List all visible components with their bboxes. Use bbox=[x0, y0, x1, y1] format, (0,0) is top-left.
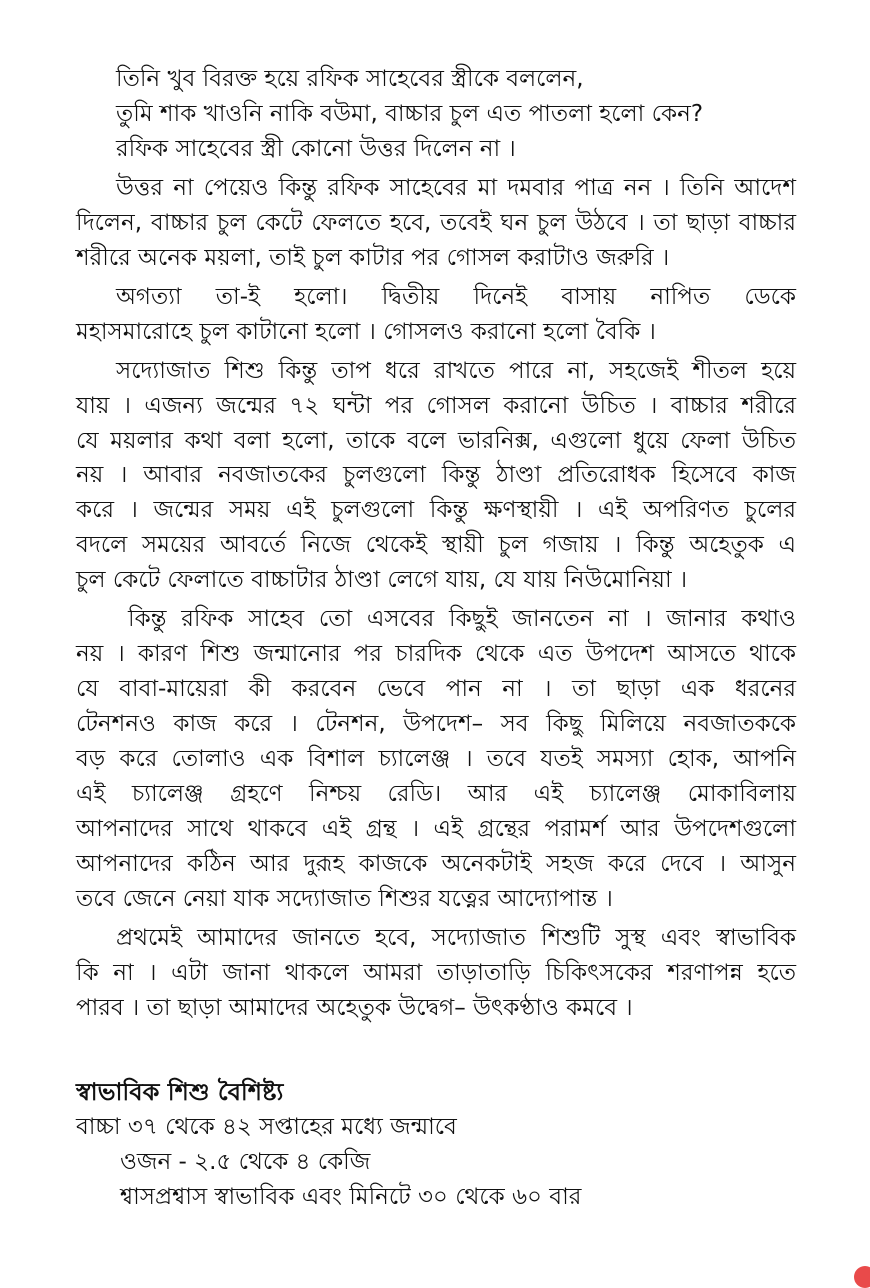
paragraph-line: রফিক সাহেবের স্ত্রী কোনো উত্তর দিলেন না । bbox=[116, 135, 516, 162]
paragraph-line: যে বাবা-মায়েরা কী করবেন ভেবে পান না । তা ছাড়া এক ধরনের bbox=[76, 676, 796, 703]
paragraph-line: কি না । এটা জানা থাকলে আমরা তাড়াতাড়ি চিকিৎসকের শরণাপন্ন হতে bbox=[76, 959, 796, 986]
paragraph-line: তবে জেনে নেয়া যাক সদ্যোজাত শিশুর যত্নের আদ্যোপান্ত । bbox=[76, 885, 613, 912]
section-gap bbox=[76, 1030, 796, 1074]
corner-mark bbox=[854, 1266, 870, 1288]
paragraph-line: পারব । তা ছাড়া আমাদের অহেতুক উদ্বেগ– উৎকণ্ঠাও কমবে । bbox=[76, 994, 633, 1021]
paragraph-5 bbox=[76, 602, 796, 917]
paragraph-line: যায় । এজন্য জন্মের ৭২ ঘন্টা পর গোসল করানো উচিত । বাচ্চার শরীরে bbox=[76, 392, 796, 419]
paragraph-line: মহাসমারোহে চুল কাটানো হলো । গোসলও করানো হলো বৈকি । bbox=[76, 318, 656, 345]
paragraph-line: আপনাদের কঠিন আর দুরূহ কাজকে অনেকটাই সহজ করে দেবে । আসুন bbox=[76, 850, 796, 877]
paragraph-line: শরীরে অনেক ময়লা, তাই চুল কাটার পর গোসল করাটাও জরুরি । bbox=[76, 244, 670, 271]
normal-baby-features-section bbox=[76, 1074, 796, 1215]
section-intro: বাচ্চা ৩৭ থেকে ৪২ সপ্তাহের মধ্যে জন্মাবে bbox=[76, 1113, 457, 1140]
list-item: ওজন - ২.৫ থেকে ৪ কেজি bbox=[120, 1148, 371, 1175]
paragraph-line: টেনশনও কাজ করে । টেনশন, উপদেশ– সব কিছু মিলিয়ে নবজাতককে bbox=[76, 711, 796, 738]
paragraph-line: যে ময়লার কথা বলা হলো, তাকে বলে ভারনিক্স, এগুলো ধুয়ে ফেলা উচিত bbox=[76, 427, 796, 454]
page-body bbox=[76, 62, 796, 1215]
paragraph-line: উত্তর না পেয়েও কিন্তু রফিক সাহেবের মা দমবার পাত্র নন । তিনি আদেশ bbox=[116, 174, 796, 201]
paragraph-line: বড় করে তোলাও এক বিশাল চ্যালেঞ্জ । তবে যতই সমস্যা হোক, আপনি bbox=[76, 746, 796, 773]
paragraph-line: তিনি খুব বিরক্ত হয়ে রফিক সাহেবের স্ত্রীকে বললেন, bbox=[116, 66, 584, 92]
paragraph-line: তুমি শাক খাওনি নাকি বউমা, বাচ্চার চুল এত পাতলা হলো কেন? bbox=[116, 100, 704, 127]
section-heading: স্বাভাবিক শিশু বৈশিষ্ট্য bbox=[76, 1077, 284, 1106]
paragraph-line: নয় । আবার নবজাতকের চুলগুলো কিন্তু ঠাণ্ডা প্রতিরোধক হিসেবে কাজ bbox=[76, 462, 796, 489]
paragraph-line: প্রথমেই আমাদের জানতে হবে, সদ্যোজাত শিশুটি সুস্থ এবং স্বাভাবিক bbox=[116, 924, 796, 951]
paragraph-line: এই চ্যালেঞ্জ গ্রহণে নিশ্চয় রেডি। আর এই চ্যালেঞ্জ মোকাবিলায় bbox=[76, 781, 796, 808]
paragraph-line: আপনাদের সাথে থাকবে এই গ্রন্থ । এই গ্রন্থের পরামর্শ আর উপদেশগুলো bbox=[76, 816, 796, 843]
paragraph-2 bbox=[76, 171, 796, 276]
paragraph-line: কিন্তু রফিক সাহেব তো এসবের কিছুই জানতেন না । জানার কথাও bbox=[128, 606, 796, 633]
paragraph-line: করে । জন্মের সময় এই চুলগুলো কিন্তু ক্ষণস্থায়ী । এই অপরিণত চুলের bbox=[76, 497, 796, 524]
paragraph-line: চুল কেটে ফেলাতে বাচ্চাটার ঠাণ্ডা লেগে যায়, যে যায় নিউমোনিয়া । bbox=[76, 567, 688, 594]
paragraph-4 bbox=[76, 354, 796, 599]
paragraph-1 bbox=[76, 62, 796, 167]
paragraph-line: বদলে সময়ের আবর্তে নিজে থেকেই স্থায়ী চুল গজায় । কিন্তু অহেতুক এ bbox=[76, 532, 796, 559]
paragraph-line: সদ্যোজাত শিশু কিন্তু তাপ ধরে রাখতে পারে না, সহজেই শীতল হয়ে bbox=[116, 357, 796, 384]
paragraph-line: দিলেন, বাচ্চার চুল কেটে ফেলতে হবে, তবেই ঘন চুল উঠবে । তা ছাড়া বাচ্চার bbox=[76, 209, 796, 236]
paragraph-6 bbox=[76, 921, 796, 1026]
paragraph-line: নয় । কারণ শিশু জন্মানোর পর চারদিক থেকে এত উপদেশ আসতে থাকে bbox=[76, 641, 796, 668]
paragraph-3 bbox=[76, 280, 796, 350]
list-item: শ্বাসপ্রশ্বাস স্বাভাবিক এবং মিনিটে ৩০ থেকে ৬০ বার bbox=[120, 1183, 582, 1210]
paragraph-line: অগত্যা তা-ই হলো। দ্বিতীয় দিনেই বাসায় নাপিত ডেকে bbox=[116, 283, 796, 310]
